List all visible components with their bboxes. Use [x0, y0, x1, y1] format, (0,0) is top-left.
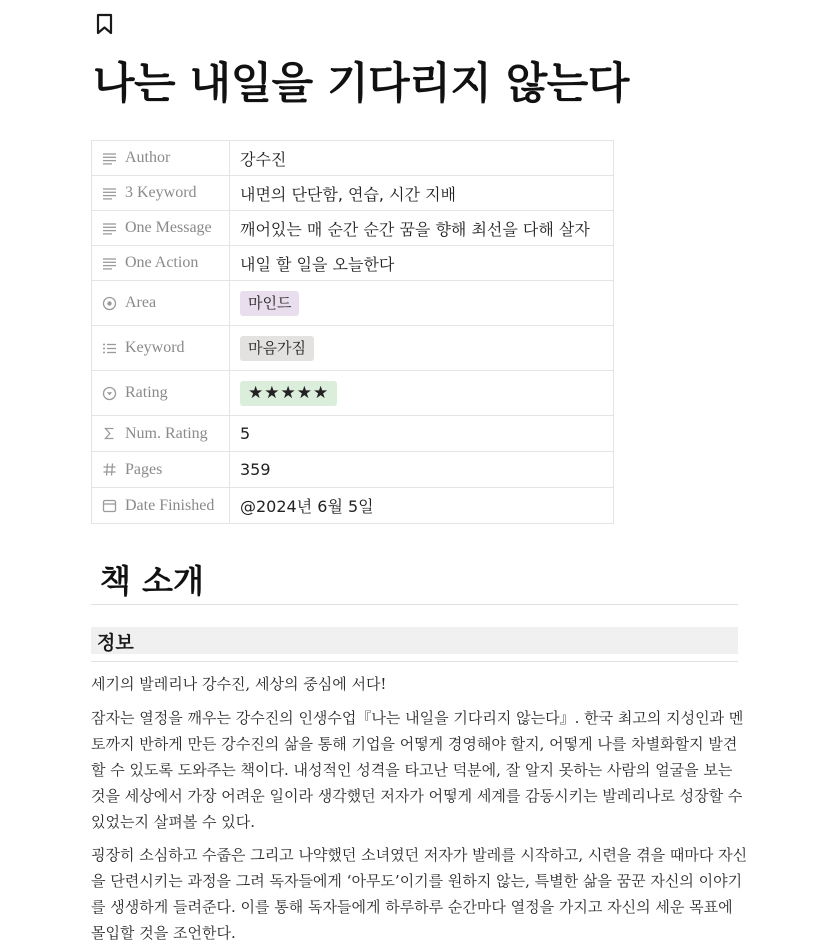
property-key-one-action[interactable] [92, 246, 230, 281]
subheading: 정보 [97, 632, 134, 654]
text-lines-icon [102, 186, 117, 201]
property-key-3-keyword[interactable] [92, 176, 230, 211]
property-row-one-action [92, 246, 614, 281]
property-row-author [92, 141, 614, 176]
paragraph[interactable]: 잠자는 열정을 깨우는 강수진의 인생수업『나는 내일을 기다리지 않는다』. 한국 최고의 지성인과 멘토까지 반하게 만든 강수진의 삶을 통해 기업을 어떻게 경영해야 할지, 어떻게 나를 차별화할지 발견할 수 있도록 도와주는 책이다. 내성적인 성격을 타고난 덕분에, 잘 알지 못하는 사람의 얼굴을 보는 것을 세상에서 가장 어려운 일이라 생각했던 저자가 어떻게 세계를 감동시키는 발레리나로 성장할 수 있었는지 살펴볼 수 있다. [91, 709, 744, 831]
select-circle-icon [102, 296, 117, 311]
divider [91, 661, 738, 662]
property-row-pages [92, 452, 614, 488]
property-key-pages[interactable] [92, 452, 230, 488]
paragraph[interactable]: 굉장히 소심하고 수줍은 그리고 나약했던 소녀였던 저자가 발레를 시작하고, 시련을 겪을 때마다 자신을 단련시키는 과정을 그려 독자들에게 ‘아무도’이기를 원하지 않는, 특별한 삶을 꿈꾼 자신의 이야기를 생생하게 들려준다. 이를 통해 독자들에게 하루하루 순간마다 열정을 가지고 자신의 세운 목표에 몰입할 것을 조언한다. [91, 846, 748, 942]
subheading-block[interactable] [91, 627, 738, 654]
property-label: 3 Keyword [125, 184, 197, 201]
text-lines-icon [102, 151, 117, 166]
property-row-keyword [92, 326, 614, 371]
bookmark-icon[interactable] [95, 13, 115, 35]
property-key-num-rating[interactable] [92, 416, 230, 452]
property-value-area[interactable] [230, 281, 614, 326]
property-label: One Action [125, 254, 199, 271]
property-key-area[interactable] [92, 281, 230, 326]
property-value-rating[interactable] [230, 371, 614, 416]
property-key-date-finished[interactable] [92, 488, 230, 524]
properties-table [91, 140, 614, 524]
property-row-rating [92, 371, 614, 416]
property-key-rating[interactable] [92, 371, 230, 416]
property-label: Area [125, 294, 157, 311]
property-row-area [92, 281, 614, 326]
property-label: Author [125, 149, 171, 166]
property-value-keyword[interactable] [230, 326, 614, 371]
property-value-date-finished[interactable]: @2024년 6월 5일 [230, 488, 614, 524]
text-lines-icon [102, 221, 117, 236]
property-value-one-message[interactable]: 깨어있는 매 순간 순간 꿈을 향해 최선을 다해 살자 [230, 211, 614, 246]
property-value-author[interactable]: 강수진 [230, 141, 614, 176]
rating-tag[interactable]: ★★★★★ [240, 381, 337, 406]
property-row-date-finished [92, 488, 614, 524]
property-row-num-rating [92, 416, 614, 452]
multi-select-list-icon [102, 341, 117, 356]
property-label: Keyword [125, 339, 185, 356]
divider [91, 604, 738, 605]
property-label: Num. Rating [125, 424, 208, 442]
area-tag[interactable]: 마인드 [240, 291, 299, 316]
property-row-3-keyword [92, 176, 614, 211]
calendar-icon [102, 498, 117, 513]
property-key-author[interactable] [92, 141, 230, 176]
property-value-one-action[interactable]: 내일 할 일을 오늘한다 [230, 246, 614, 281]
hash-icon [102, 462, 117, 477]
property-value-pages[interactable]: 359 [230, 452, 614, 488]
property-value-num-rating[interactable]: 5 [230, 416, 614, 452]
select-chevron-circle-icon [102, 386, 117, 401]
keyword-tag[interactable]: 마음가짐 [240, 336, 314, 361]
property-key-keyword[interactable] [92, 326, 230, 371]
property-key-one-message[interactable] [92, 211, 230, 246]
page-title[interactable]: 나는 내일을 기다리지 않는다 [93, 59, 629, 109]
property-label: Date Finished [125, 496, 215, 514]
property-row-one-message [92, 211, 614, 246]
text-lines-icon [102, 256, 117, 271]
sigma-icon [102, 426, 117, 441]
property-label: One Message [125, 219, 212, 236]
section-heading[interactable]: 책 소개 [100, 562, 204, 600]
property-label: Rating [125, 384, 168, 401]
paragraph[interactable]: 세기의 발레리나 강수진, 세상의 중심에 서다! [91, 675, 387, 693]
property-value-3-keyword[interactable]: 내면의 단단함, 연습, 시간 지배 [230, 176, 614, 211]
property-label: Pages [125, 460, 163, 478]
